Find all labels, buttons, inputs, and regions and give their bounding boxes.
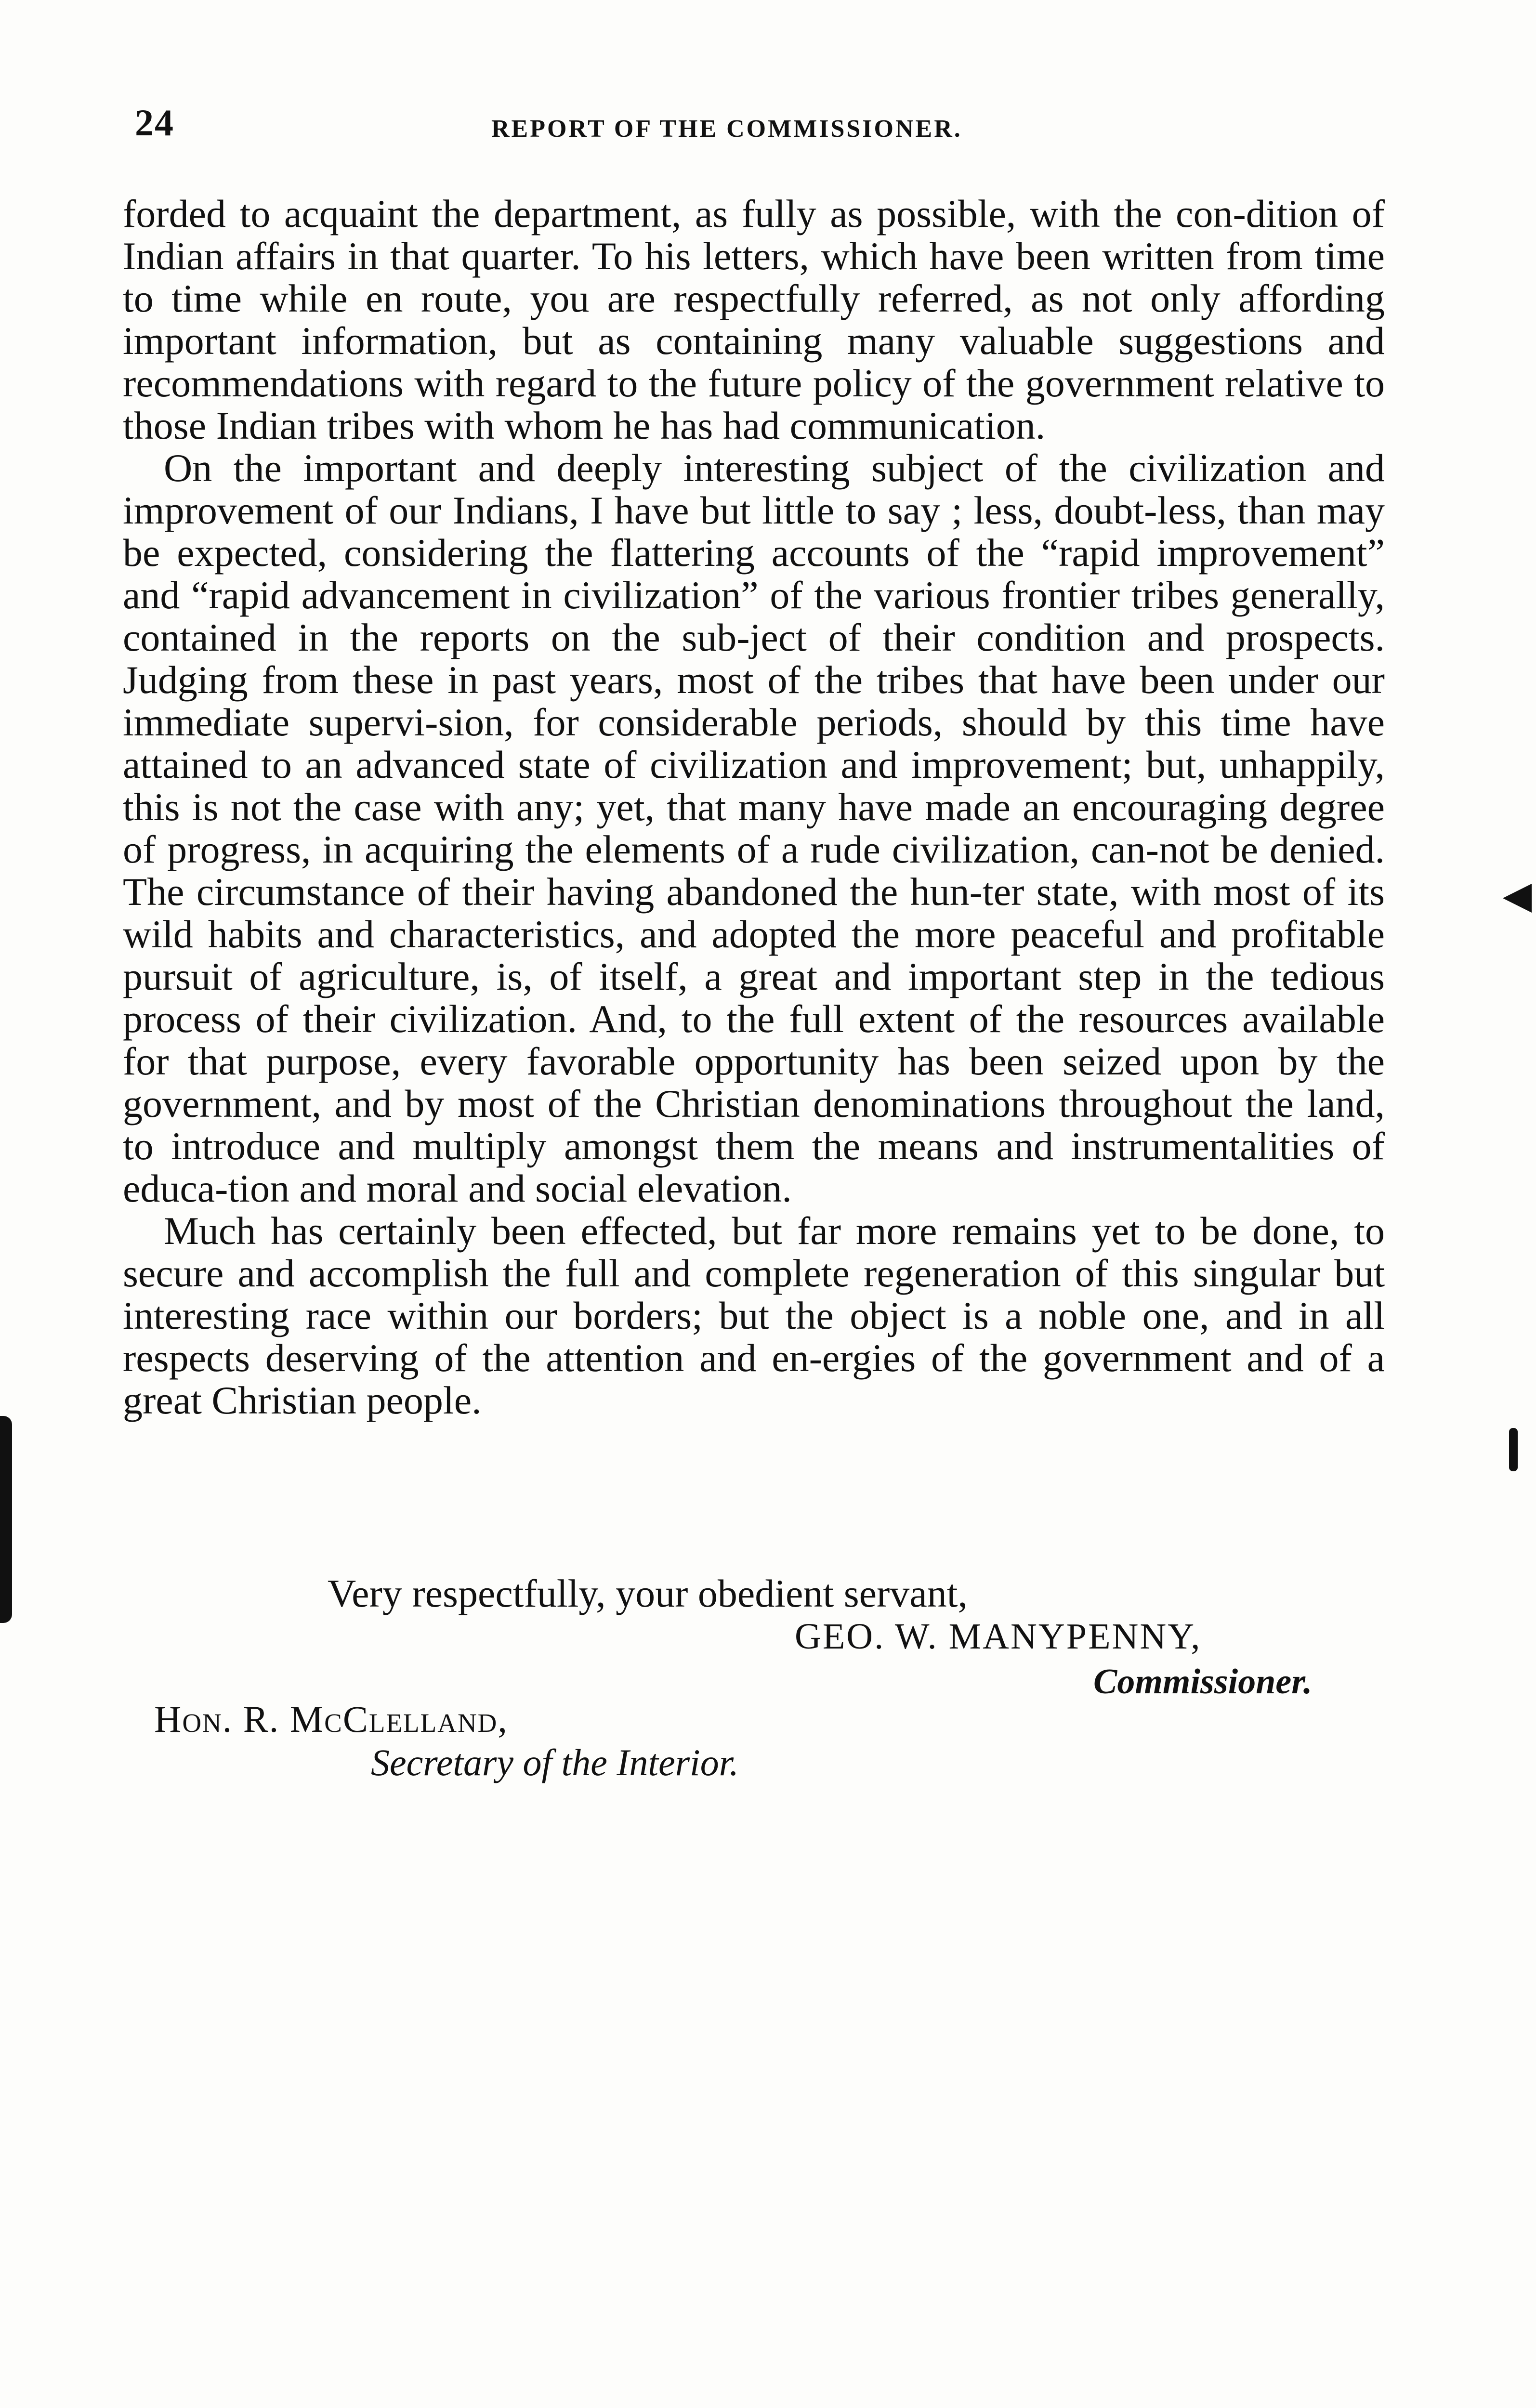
paragraph-continuation: forded to acquaint the department, as fully as possible, with the con-dition of Indian affairs in that quarter. To his letters, which have been written from time to time while en route, you are respectfully referred, as not only affording important information, but as containing many valuable suggestions and recommendations with regard to the future policy of the government relative to those Indian tribes with whom he has had communication. [123, 192, 1385, 447]
body-text [123, 193, 1385, 1422]
paragraph-civilization: On the important and deeply interesting subject of the civilization and improvement of our Indians, I have but little to say ; less, doubt-less, than may be expected, considering the flattering accounts of the “rapid improvement” and “rapid advancement in civilization” of the various frontier tribes generally, contained in the reports on the sub-ject of their condition and prospects. Judging from these in past years, most of the tribes that have been under our immediate supervi-sion, for considerable periods, should by this time have attained to an advanced state of civilization and improvement; but, unhappily, this is not the case with any; yet, that many have made an encouraging degree of progress, in acquiring the elements of a rude civilization, can-not be denied. The circumstance of their having abandoned the hun-ter state, with most of its wild habits and characteristics, and adopted the more peaceful and profitable pursuit of agriculture, is, of itself, a great and important step in the tedious process of their civilization. And, to the full extent of the resources available for that purpose, every favorable opportunity has been seized upon by the government, and by most of the Christian denominations throughout the land, to introduce and multiply amongst them the means and instrumentalities of educa-tion and moral and social elevation. [123, 446, 1385, 1210]
margin-arrow-mark [1503, 884, 1532, 913]
addressee-title: Secretary of the Interior. [371, 1741, 739, 1783]
signer-title: Commissioner. [1093, 1662, 1313, 1701]
margin-tick-mark [1509, 1428, 1518, 1471]
addressee-name: Hon. R. McClelland, [154, 1698, 508, 1740]
running-title: REPORT OF THE COMMISSIONER. [491, 115, 962, 143]
page-number: 24 [135, 102, 174, 144]
left-edge-shadow [0, 1416, 12, 1623]
page-header [135, 101, 1387, 159]
signature-closing: Very respectfully, your obedient servant, [328, 1571, 968, 1615]
paragraph-conclusion: Much has certainly been effected, but far more remains yet to be done, to secure and accomplish the full and complete regeneration of this singular but interesting race within our borders; but the object is a noble one, and in all respects deserving of the attention and en-ergies of the government and of a great Christian people. [123, 1209, 1385, 1422]
signer-name: GEO. W. MANYPENNY, [795, 1616, 1202, 1657]
